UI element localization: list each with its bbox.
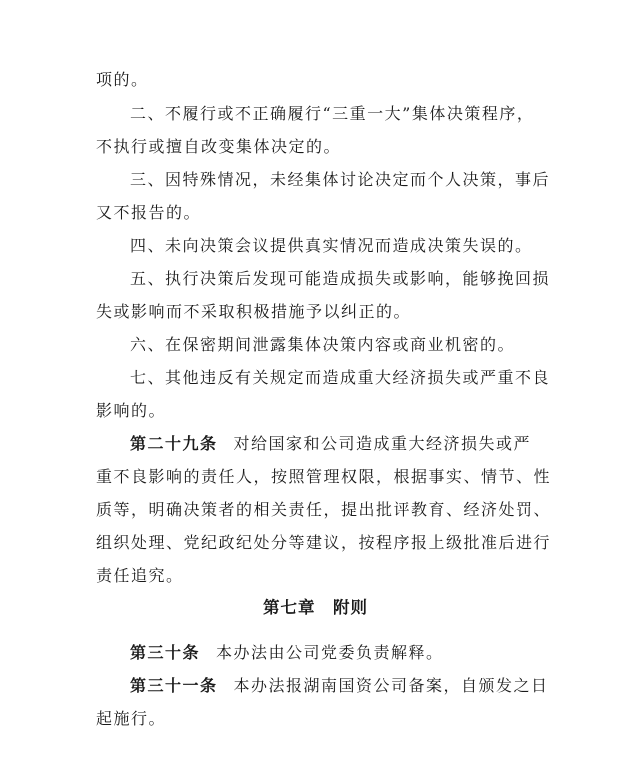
article-31-text: 本办法报湖南国资公司备案，自颁发之日 (233, 676, 549, 695)
text-line: 又不报告的。 (96, 203, 202, 222)
text-line: 起施行。 (96, 709, 167, 728)
article-31-label: 第三十一条 (130, 676, 218, 695)
text-line: 影响的。 (96, 401, 167, 420)
article-29-label: 第二十九条 (130, 434, 218, 453)
list-item-2: 二、不履行或不正确履行“三重一大”集体决策程序， (130, 104, 535, 123)
text-line: 质等，明确决策者的相关责任，提出批评教育、经济处罚、 (96, 500, 552, 519)
text-line: 组织处理、党纪政纪处分等建议，按程序报上级批准后进行 (96, 533, 552, 552)
article-30-text: 本办法由公司党委负责解释。 (216, 643, 444, 662)
article-29-first-line (130, 434, 531, 454)
chapter-heading: 第七章 附则 (263, 598, 368, 617)
list-item-5: 五、执行决策后发现可能造成损失或影响，能够挽回损 (130, 269, 551, 288)
list-item-3: 三、因特殊情况，未经集体讨论决定而个人决策，事后 (130, 170, 551, 189)
list-item-4: 四、未向决策会议提供真实情况而造成决策失误的。 (130, 236, 533, 255)
list-item-6: 六、在保密期间泄露集体决策内容或商业机密的。 (130, 335, 516, 354)
article-30-label: 第三十条 (130, 643, 201, 662)
list-item-7: 七、其他违反有关规定而造成重大经济损失或严重不良 (130, 368, 551, 387)
article-30-line (130, 643, 444, 663)
text-line: 责任追究。 (96, 566, 184, 585)
text-line: 失或影响而不采取积极措施予以纠正的。 (96, 302, 412, 321)
text-line: 项的。 (96, 70, 149, 89)
article-29-text: 对给国家和公司造成重大经济损失或严 (233, 434, 532, 453)
article-31-first-line (130, 676, 549, 696)
text-line: 不执行或擅自改变集体决定的。 (96, 137, 342, 156)
text-line: 重不良影响的责任人，按照管理权限，根据事实、情节、性 (96, 467, 552, 486)
